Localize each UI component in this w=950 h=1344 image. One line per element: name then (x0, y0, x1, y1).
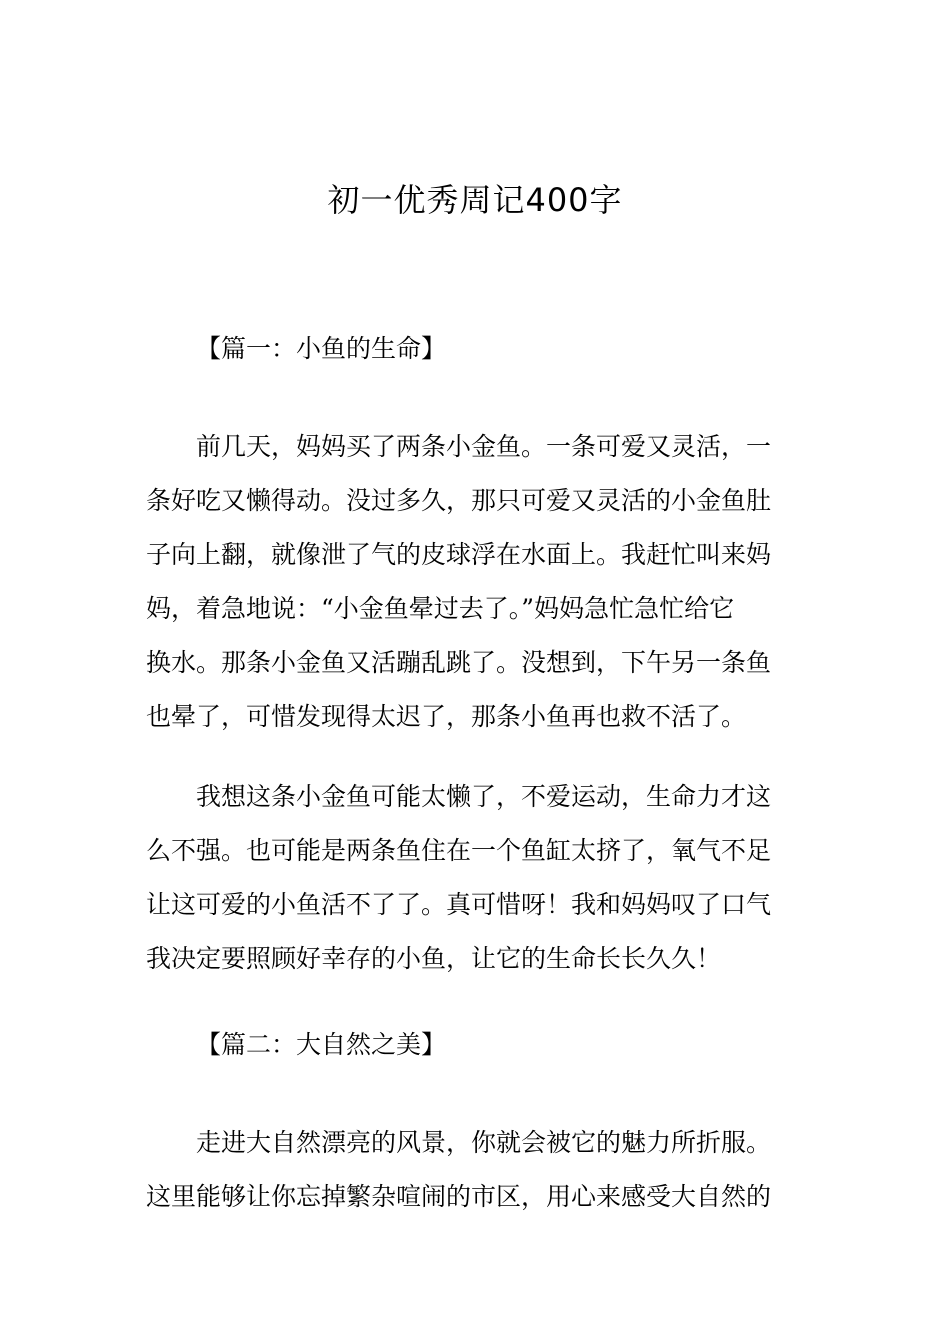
paragraph-2 (146, 770, 806, 986)
paragraph-line: 走进大自然漂亮的风景，你就会被它的魅力所折服。 (196, 1128, 772, 1157)
paragraph-line: 让这可爱的小鱼活不了了。真可惜呀！我和妈妈叹了口气 (146, 890, 772, 919)
paragraph-line: 我想这条小金鱼可能太懒了，不爱运动，生命力才这 (196, 782, 772, 811)
paragraph-line: 妈，着急地说：“小金鱼晕过去了。”妈妈急忙急忙给它 (146, 594, 735, 623)
paragraph-line: 前几天，妈妈买了两条小金鱼。一条可爱又灵活，一 (196, 432, 772, 461)
paragraph-line: 换水。那条小金鱼又活蹦乱跳了。没想到，下午另一条鱼 (146, 648, 772, 677)
paragraph-line: 我决定要照顾好幸存的小鱼，让它的生命长长久久！ (146, 944, 722, 973)
paragraph-1 (146, 420, 806, 744)
paragraph-line: 条好吃又懒得动。没过多久，那只可爱又灵活的小金鱼肚 (146, 486, 772, 515)
paragraph-line: 子向上翻，就像泄了气的皮球浮在水面上。我赶忙叫来妈 (146, 540, 772, 569)
section-heading-2: 【篇二：大自然之美】 (196, 1030, 447, 1059)
paragraph-line: 这里能够让你忘掉繁杂喧闹的市区，用心来感受大自然的 (146, 1182, 772, 1211)
section-heading-1: 【篇一：小鱼的生命】 (196, 334, 447, 363)
document-title: 初一优秀周记400字 (327, 181, 623, 219)
paragraph-3 (146, 1116, 806, 1224)
paragraph-line: 也晕了，可惜发现得太迟了，那条小鱼再也救不活了。 (146, 702, 747, 731)
paragraph-line: 么不强。也可能是两条鱼住在一个鱼缸太挤了，氧气不足 (146, 836, 772, 865)
